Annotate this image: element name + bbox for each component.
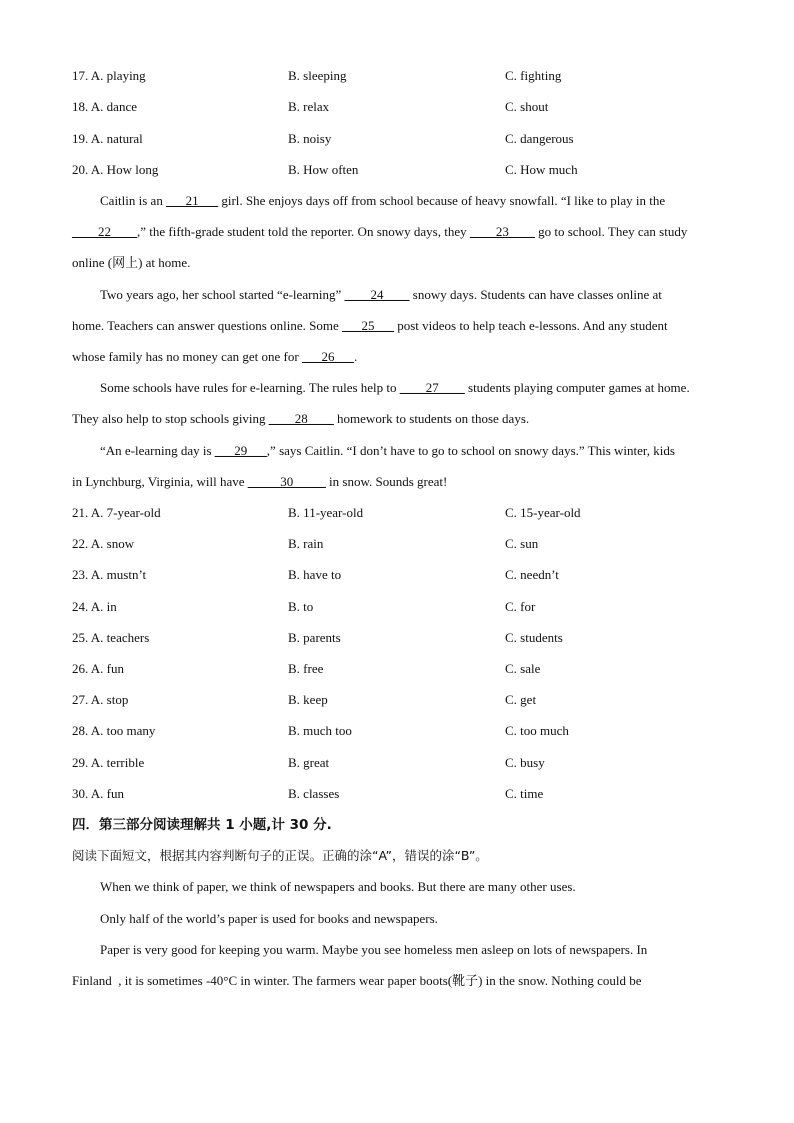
option-b: B. to [288, 599, 314, 614]
option-b: B. sleeping [288, 68, 347, 83]
question-number: 23. [72, 567, 89, 582]
passage-p1-line2: ____22____,” the fifth-grade student told the reporter. On snowy days, they ____23____ go to school. They can study [72, 224, 688, 239]
passage-p3-line2: They also help to stop schools giving ____28____ homework to students on those days. [72, 411, 530, 426]
option-c: C. shout [505, 99, 549, 114]
section-instruction: 阅读下面短文，根据其内容判断句子的正误。正确的涂“A”，错误的涂“B”。 [72, 848, 488, 863]
option-a: A. in [90, 599, 117, 614]
question-number: 27. [72, 692, 89, 707]
option-c: C. students [505, 630, 563, 645]
section-heading: 四．第三部分阅读理解共 1 小题,计 30 分. [72, 817, 332, 833]
question-number: 17. [72, 68, 89, 83]
question-19 [72, 129, 732, 149]
passage-p4-line2: in Lynchburg, Virginia, will have _____30_____ in snow. Sounds great! [72, 474, 448, 489]
question-24 [72, 597, 732, 617]
passage-p4-line1: “An e-learning day is ___29___,” says Caitlin. “I don’t have to go to school on snowy days.” This winter, kids [100, 443, 675, 458]
question-26 [72, 659, 732, 679]
option-c: C. sale [505, 661, 541, 676]
question-number: 19. [72, 131, 89, 146]
passage-p1-line1: Caitlin is an ___21___ girl. She enjoys days off from school because of heavy snowfall. “I like to play in the [100, 193, 666, 208]
option-c: C. time [505, 786, 544, 801]
question-17 [72, 66, 732, 86]
question-number: 20. [72, 162, 89, 177]
option-b: B. parents [288, 630, 341, 645]
question-22 [72, 534, 732, 554]
question-number: 18. [72, 99, 89, 114]
question-number: 28. [72, 723, 89, 738]
question-number: 30. [72, 786, 89, 801]
option-c: C. too much [505, 723, 569, 738]
question-number: 24. [72, 599, 89, 614]
blank-27: ____27____ [399, 380, 465, 395]
question-number: 21. [72, 505, 89, 520]
question-18 [72, 97, 732, 117]
option-b: B. much too [288, 723, 352, 738]
option-a: A. dance [90, 99, 137, 114]
option-a: A. How long [90, 162, 159, 177]
option-b: B. classes [288, 786, 340, 801]
blank-30: _____30_____ [247, 474, 326, 489]
option-c: C. dangerous [505, 131, 574, 146]
option-c: C. 15-year-old [505, 505, 581, 520]
option-b: B. relax [288, 99, 330, 114]
option-a: A. playing [90, 68, 146, 83]
question-20 [72, 160, 732, 180]
option-c: C. for [505, 599, 536, 614]
question-number: 29. [72, 755, 89, 770]
option-a: A. 7-year-old [90, 505, 161, 520]
option-a: A. fun [90, 786, 125, 801]
option-a: A. snow [90, 536, 135, 551]
blank-28: ____28____ [268, 411, 334, 426]
reading-sentence-1: When we think of paper, we think of newspapers and books. But there are many other uses. [100, 879, 576, 894]
question-number: 26. [72, 661, 89, 676]
blank-22: ____22____ [72, 224, 137, 239]
option-a: A. mustn’t [90, 567, 147, 582]
option-c: C. needn’t [505, 567, 559, 582]
passage-p2-line3: whose family has no money can get one for ___26___. [72, 349, 358, 364]
option-c: C. busy [505, 755, 545, 770]
passage-p3-line1: Some schools have rules for e-learning. The rules help to ____27____ students playing computer games at home. [100, 380, 690, 395]
option-b: B. keep [288, 692, 328, 707]
blank-25: ___25___ [341, 318, 394, 333]
option-a: A. natural [90, 131, 143, 146]
option-b: B. noisy [288, 131, 332, 146]
option-a: A. fun [90, 661, 125, 676]
option-c: C. fighting [505, 68, 562, 83]
question-number: 22. [72, 536, 89, 551]
question-21 [72, 503, 732, 523]
blank-21: ___21___ [166, 193, 219, 208]
blank-26: ___26___ [301, 349, 354, 364]
passage-p2-line1: Two years ago, her school started “e-learning” ____24____ snowy days. Students can have classes online at [100, 287, 662, 302]
question-27 [72, 690, 732, 710]
option-c: C. How much [505, 162, 578, 177]
option-b: B. have to [288, 567, 342, 582]
blank-24: ____24____ [344, 287, 410, 302]
option-a: A. too many [90, 723, 156, 738]
option-c: C. get [505, 692, 537, 707]
option-b: B. rain [288, 536, 324, 551]
option-c: C. sun [505, 536, 539, 551]
passage-p2-line2: home. Teachers can answer questions online. Some ___25___ post videos to help teach e-lessons. And any student [72, 318, 668, 333]
reading-sentence-3-line1: Paper is very good for keeping you warm. Maybe you see homeless men asleep on lots of newspapers. In [100, 942, 648, 957]
reading-sentence-2: Only half of the world’s paper is used for books and newspapers. [100, 911, 438, 926]
question-number: 25. [72, 630, 89, 645]
question-30 [72, 784, 732, 804]
question-25 [72, 628, 732, 648]
option-a: A. terrible [90, 755, 145, 770]
question-28 [72, 721, 732, 741]
option-b: B. free [288, 661, 324, 676]
reading-sentence-3-line2: Finland , it is sometimes -40°C in winter. The farmers wear paper boots(靴子) in the snow. Nothing could be [72, 973, 642, 988]
option-a: A. teachers [90, 630, 150, 645]
option-b: B. How often [288, 162, 359, 177]
blank-29: ___29___ [214, 443, 267, 458]
question-23 [72, 565, 732, 585]
question-29 [72, 753, 732, 773]
blank-23: ____23____ [469, 224, 535, 239]
option-b: B. great [288, 755, 330, 770]
option-b: B. 11-year-old [288, 505, 364, 520]
passage-p1-line3: online (网上) at home. [72, 255, 191, 270]
option-a: A. stop [90, 692, 129, 707]
